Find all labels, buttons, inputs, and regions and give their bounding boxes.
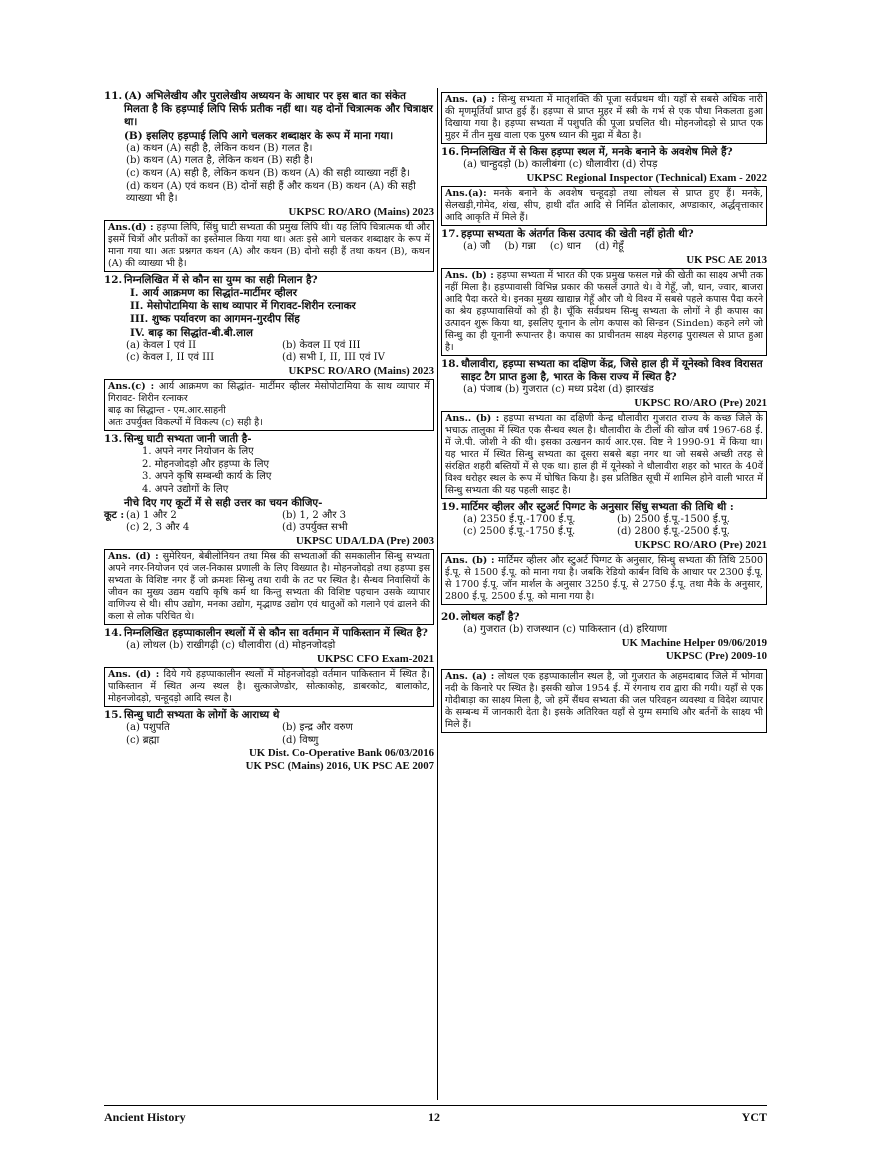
option-b: (b) 1, 2 और 3: [282, 509, 347, 521]
question-20: [441, 611, 767, 624]
option-b: (b) 2500 ई.पू.-1500 ई.पू.: [617, 513, 730, 525]
answer-text: हड़प्पा सभ्यता का दक्षिणी केन्द्र धौलावीरा गुजरात राज्य के कच्छ जिले के भचाऊ तालुका में स्थित एक सैन्धव स्थल है। धौलावीरा के टीलों की खोज वर्ष 1967-68 ई. में जे.पी. जोशी ने की थी। इसका उत्खनन कार्य आर.एस. विष्ट ने 1990-91 में किया था। यह भारत में स्थित सिन्धु सभ्यता का दूसरा सबसे बड़ा नगर था जो सबसे अच्छी तरह से संरक्षित शहरी बस्तियों में से एक था। हाल ही में यूनेस्को ने धौलावीरा शहर को भारत के 40वें विश्व धरोहर स्थल के रूप में घोषित किया है। इस प्रतिष्ठित सूची में शामिल होने वाली भारत में सिन्धु सभ्यता की यह पहली साइट है।: [445, 412, 763, 496]
option-a: (a) जौ: [463, 241, 491, 252]
option-b: (b) कथन (A) गलत है, लेकिन कथन (B) सही है।: [126, 155, 313, 167]
answer-box-17: [441, 268, 767, 356]
q11-options: [126, 143, 434, 206]
answer-label: Ans.(a):: [445, 187, 487, 199]
q15-options: [126, 722, 434, 747]
question-number: 20.: [441, 610, 460, 623]
q12-options: [126, 340, 434, 365]
answer-label: Ans. (a) :: [445, 670, 495, 682]
question-text: लोथल कहाँ है?: [461, 610, 520, 623]
answer-text: हड़प्पा लिपि, सिंधु घाटी सभ्यता की प्रमुख लिपि थी। यह लिपि चित्रात्मक थी और इसमें चित्रों और प्रतीकों का इस्तेमाल किया गया था। अतः इसे आगे चलकर शब्दाक्षर के रूप में माना गया था। अतः प्रश्नगत कथन (A) और कथन (B) दोनो सही हैं तथा कथन (B), कथन (A) की व्याख्या भी है।: [108, 221, 430, 269]
option-d: (d) कथन (A) एवं कथन (B) दोनों सही हैं और कथन (B) कथन (A) की सही व्याख्या भी है।: [126, 180, 416, 205]
q19-options: [463, 514, 767, 539]
answer-box-12: [104, 379, 434, 431]
answer-box-14: [104, 667, 434, 707]
answer-box-18: [441, 411, 767, 499]
question-17: [441, 228, 767, 241]
option-a: (a) 1 और 2: [126, 509, 177, 521]
pair-item: IV. बाढ़ का सिद्धांत-बी.बी.लाल: [130, 326, 253, 339]
q16-options: (a) चान्हुदड़ो (b) कालीबंगा (c) धौलावीरा (d) रोपड़: [463, 159, 658, 171]
question-text: निम्नलिखित में से कौन सा युग्म का सही मिलान है?: [124, 273, 318, 286]
answer-label: Ans. (b) :: [445, 269, 494, 281]
question-number: 19.: [441, 500, 460, 513]
q20-options: (a) गुजरात (b) राजस्थान (c) पाकिस्तान (d) हरियाणा: [463, 624, 667, 636]
question-13: [104, 433, 434, 446]
exam-source: UKPSC CFO Exam-2021: [317, 652, 434, 665]
q14-options: (a) लोथल (b) राखीगढ़ी (c) धौलावीरा (d) मोहनजोदड़ो: [126, 640, 336, 652]
answer-label: Ans. (d) :: [108, 550, 159, 562]
answer-box-20: [441, 669, 767, 733]
option-d: (d) गेहूँ: [595, 241, 624, 252]
q18-options: (a) पंजाब (b) गुजरात (c) मध्य प्रदेश (d) झारखंड: [463, 384, 654, 395]
answer-line: बाढ़ का सिद्धान्त - एम.आर.साहनी: [108, 404, 226, 416]
answer-line: अतः उपर्युक्त विकल्पों में विकल्प (c) सही है।: [108, 416, 263, 428]
option-b: (b) गन्ना: [504, 241, 536, 252]
answer-box-16: [441, 186, 767, 226]
list-item: 4. अपने उद्योगों के लिए: [142, 483, 229, 495]
exam-source: UKPSC RO/ARO (Mains) 2023: [288, 364, 434, 377]
right-column: [441, 88, 767, 735]
exam-source: UKPSC RO/ARO (Mains) 2023: [288, 205, 434, 218]
question-number: 15.: [104, 708, 123, 721]
question-text: निम्नलिखित हड़प्पाकालीन स्थलों में से कौन सा वर्तमान में पाकिस्तान में स्थित है?: [124, 626, 428, 639]
option-a: (a) 2350 ई.पू.-1700 ई.पू.: [463, 513, 576, 525]
option-d: (d) 2800 ई.पू.-2500 ई.पू.: [617, 526, 730, 538]
footer-publisher: YCT: [741, 1110, 767, 1124]
question-statement-a: (A) अभिलेखीय और पुरालेखीय अध्ययन के आधार पर इस बात का संकेत मिलता है कि हड़प्पाई लिपि सिर्फ प्रतीक नहीं था। यह दोनों चित्रात्मक और चित्राक्षर था।: [124, 90, 433, 129]
pair-item: I. आर्य आक्रमण का सिद्धांत-मार्टीमर व्हीलर: [130, 286, 297, 299]
answer-box-11: [104, 220, 434, 272]
question-text: सिन्धु घाटी सभ्यता जानी जाती है-: [124, 432, 252, 445]
answer-text: हड़प्पा सभ्यता में भारत की एक प्रमुख फसल गन्ने की खेती का साक्ष्य अभी तक नहीं मिला है। हड़प्पावासी विभिन्न प्रकार की फसलें उगाते थे। वे गेहूँ, जौ, धान, ज्वार, बाजरा आदि पैदा करते थे। इनका मुख्य खाद्यान्न गेहूँ और जौ थे विश्व में सबसे पहले कपास पैदा करने का श्रेय हड़प्पावासियों को ही है। चूँकि सर्वप्रथम सिन्धु सभ्यता के लोगों ने ही कपास का उत्पादन शुरू किया था, इसलिए यूनान के लोग कपास को सिन्डन (Sinden) कहने लगे जो सिन्धु का ही यूनानी रूपान्तर है। कपास का प्राचीनतम साक्ष्य मेहरगढ़ पुरास्थल से प्राप्त हुआ है।: [445, 269, 764, 353]
question-text: धौलावीरा, हड़प्पा सभ्यता का दक्षिण केंद्र, जिसे हाल ही में यूनेस्को विश्व विरासत साइट टैग प्राप्त हुआ है, भारत के किस राज्य में स्थित है?: [461, 357, 763, 383]
exam-source: UK PSC AE 2013: [686, 253, 767, 266]
question-number: 13.: [104, 432, 123, 445]
column-divider: [437, 88, 438, 1100]
answer-text: दिये गये हड़प्पाकालीन स्थलों में मोहनजोदड़ो वर्तमान पाकिस्तान में स्थित है। पाकिस्तान में स्थित अन्य स्थल है। सुत्काजेण्डोर, सोत्काकोह, डाबरकोट, बालाकोट, मोहनजोदड़ो, चन्हूदड़ो आदि स्थल है।: [108, 668, 430, 704]
list-item: 1. अपने नगर नियोजन के लिए: [142, 446, 254, 458]
option-c: (c) कथन (A) सही है, लेकिन कथन (B) कथन (A) की सही व्याख्या नहीं है।: [126, 168, 410, 179]
answer-label: Ans.. (b) :: [445, 412, 500, 424]
question-number: 16.: [441, 146, 460, 158]
option-c: (c) ब्रह्मा: [126, 734, 160, 746]
q13-instruction: [104, 497, 434, 510]
option-c: (c) 2, 3 और 4: [126, 522, 190, 534]
q12-pairs: [104, 287, 434, 340]
answer-line: आर्य आक्रमण का सिद्धांत- मार्टीमर व्हीलर मेसोपोटामिया के साथ व्यापार में गिरावट- शिरीन रत्नाकर: [108, 380, 430, 404]
question-text: मार्टिमर व्हीलर और स्टुअर्ट पिग्गट के अनुसार सिंधु सभ्यता की तिथि थी :: [461, 500, 734, 513]
answer-text: मार्टिमर व्हीलर और स्टुअर्ट पिग्गट के अनुसार, सिन्धु सभ्यता की तिथि 2500 ई.पू. से 1500 ई.पू. को माना गया है। जबकि रेडियो कार्बन विधि के आधार पर 2300 ई.पू. से 1700 ई.पू. जॉन मार्शल के अनुसार 3250 ई.पू. से 2750 ई.पू. तथा मैके के अनुसार, 2800 ई.पू. 2500 ई.पू. को माना गया है।: [445, 554, 763, 602]
question-18: [441, 358, 767, 384]
exam-source: UKPSC Regional Inspector (Technical) Exam - 2022: [526, 171, 767, 184]
question-text: निम्नलिखित में से किस हड़प्पा स्थल में, मनके बनाने के अवशेष मिले हैं?: [461, 146, 733, 158]
pair-item: II. मेसोपोटामिया के साथ व्यापार में गिरावट-शिरीन रत्नाकर: [130, 300, 356, 313]
exam-source: UKPSC RO/ARO (Pre) 2021: [634, 396, 767, 409]
question-text: हड़प्पा सभ्यता के अंतर्गत किस उत्पाद की खेती नहीं होती थी?: [461, 227, 694, 240]
exam-source: UKPSC RO/ARO (Pre) 2021: [634, 538, 767, 551]
answer-label: Ans. (d) :: [108, 668, 160, 680]
q13-list: [142, 446, 434, 496]
question-19: [441, 501, 767, 514]
question-number: 18.: [441, 357, 460, 370]
option-c: (c) केवल I, II एवं III: [126, 352, 215, 364]
question-statement-b: (B) इसलिए हड़प्पाई लिपि आगे चलकर शब्दाक्षर के रूप में माना गया।: [124, 129, 394, 142]
exam-source: UKPSC (Pre) 2009-10: [665, 649, 767, 662]
exam-source: UK Dist. Co-Operative Bank 06/03/2016: [248, 747, 434, 760]
exam-source: UK PSC (Mains) 2016, UK PSC AE 2007: [245, 760, 434, 773]
question-15: [104, 709, 434, 722]
answer-label: Ans. (a) :: [445, 94, 495, 105]
option-c: (c) 2500 ई.पू.-1750 ई.पू.: [463, 526, 576, 538]
question-number: 11.: [104, 90, 123, 102]
list-item: 3. अपने कृषि सम्बन्धी कार्य के लिए: [142, 471, 272, 483]
answer-box-19: [441, 553, 767, 605]
question-text: सिन्धु घाटी सभ्यता के लोगों के आराध्य थे: [124, 708, 280, 721]
answer-text: मनके बनाने के अवशेष चन्हूदड़ो तथा लोथल से प्राप्त हुए हैं। मनके, सेलखड़ी,गोमेद, शंख, सीप, हाथी दाँत आदि से निर्मित ढोलाकार, अण्डाकार, अर्द्धवृत्ताकार आदि आकृति में मिले हैं।: [445, 187, 763, 223]
answer-label: Ans.(c) :: [108, 380, 155, 392]
pair-item: III. शुष्क पर्यावरण का आगमन-गुरदीप सिंह: [130, 313, 300, 326]
option-d: (d) उपर्युक्त सभी: [282, 522, 348, 534]
footer-subject: Ancient History: [104, 1110, 186, 1124]
instruction-text: नीचे दिए गए कूटों में से सही उत्तर का चयन कीजिए-: [124, 496, 323, 509]
option-c: (c) धान: [549, 241, 581, 252]
question-text: [124, 90, 434, 143]
option-d: (d) विष्णु: [282, 734, 319, 746]
kut-label: कूट :: [104, 509, 125, 521]
question-16: [441, 146, 767, 159]
question-number: 17.: [441, 227, 460, 240]
answer-label: Ans.(d) :: [108, 221, 154, 233]
option-d: (d) सभी I, II, III एवं IV: [282, 352, 385, 364]
exam-source: UK Machine Helper 09/06/2019: [621, 636, 767, 649]
q17-options: [463, 241, 767, 254]
answer-box-13: [104, 549, 434, 625]
option-b: (b) इन्द्र और वरुण: [282, 721, 353, 733]
question-11: [104, 90, 434, 143]
q13-options: [104, 510, 434, 535]
question-number: 12.: [104, 273, 123, 286]
page-footer: [104, 1105, 767, 1124]
option-a: (a) कथन (A) सही है, लेकिन कथन (B) गलत है।: [126, 142, 313, 154]
option-a: (a) केवल I एवं II: [126, 339, 197, 351]
question-12: [104, 274, 434, 287]
answer-text: सिन्धु सभ्यता में मातृशक्ति की पूजा सर्वप्रथम थी। यहाँ से सबसे अधिक नारी की मृणमूर्तियाँ प्राप्त हुई हैं। हड़प्पा से प्राप्त मुहर में स्त्री के गर्भ से एक पौधा निकलता हुआ दिखाया गया है। हड़प्पा सभ्यता में पशुपति की पूजा प्रचलित थी। मोहनजोदड़ो से प्राप्त एक मुहर में तीन मुख वाला एक पुरुष ध्यान की मुद्रा में बैठा है।: [445, 94, 763, 141]
page-number: 12: [428, 1110, 440, 1124]
answer-box-15: [441, 92, 767, 144]
question-number: 14.: [104, 626, 123, 639]
left-column: [104, 88, 434, 773]
answer-label: Ans. (b) :: [445, 554, 495, 566]
exam-source: UKPSC UDA/LDA (Pre) 2003: [295, 534, 434, 547]
option-b: (b) केवल II एवं III: [282, 339, 361, 351]
question-14: [104, 627, 434, 640]
option-a: (a) पशुपति: [126, 721, 170, 733]
answer-text: लोथल एक हड़प्पाकालीन स्थल है, जो गुजरात के अहमदाबाद जिले में भोगवा नदी के किनारे पर स्थित है। इसकी खोज 1954 ई. में रंगनाथ राव द्वारा की गयी। यहाँ से एक गोदीबाड़ा का साक्ष्य मिला है, जो हमें सैंधव सभ्यता की जल परिवहन व्यवस्था व विदेश व्यापार के सम्बन्ध में जानकारी देता है। इसके अतिरिक्त यहाँ से युग्म समाधि और बर्तनों के साक्ष्य भी मिले हैं।: [445, 670, 763, 730]
list-item: 2. मोहनजोदड़ो और हड़प्पा के लिए: [142, 458, 270, 470]
answer-text: सुमेरियन, बेबीलोनियन तथा मिस्र की सभ्यताओं की समकालीन सिन्धु सभ्यता अपने नगर-नियोजन एवं जल-निकास प्रणाली के लिए विख्यात है। मोहनजोदड़ो तथा हड़प्पा इस सभ्यता के विशिष्ट नगर हैं जो क्रमशः सिन्धु तथा रावी के तट पर स्थित है। सैन्धव निवासियों के जीवन का मुख्य उद्यम यद्यपि कृषि कर्म था किन्तु सभ्यता की विशिष्ट पहचान उसके व्यापार वाणिज्य से थी। सीप उद्योग, मनका उद्योग, मृद्भाण्ड उद्योग एवं धातुओं को गलाने एवं ढालने की कला से लोक परिचित थे।: [108, 550, 430, 622]
